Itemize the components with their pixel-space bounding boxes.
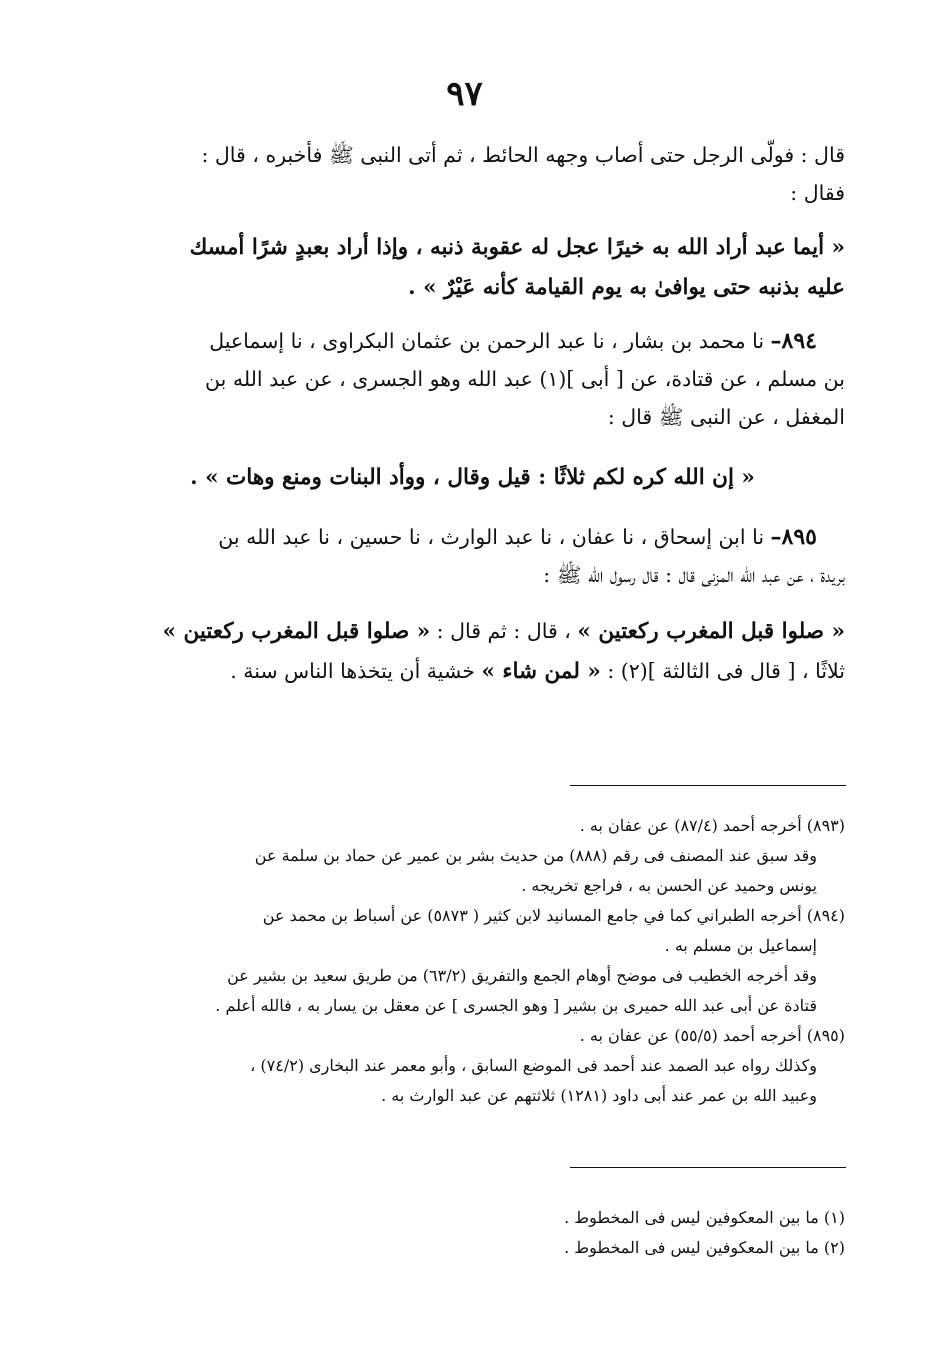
text-line: عليه بذنبه حتى يوافىٰ به يوم القيامة كأنه عَيْرٌ » . (408, 275, 845, 300)
page-number: ٩٧ (446, 74, 483, 114)
text-line: بن مسلم ، عن قتادة، عن [ أبى ](١) عبد الله وهو الجسرى ، عن عبد الله بن (205, 367, 845, 391)
text-line: ٨٩٤– نا محمد بن بشار ، نا عبد الرحمن بن عثمان البكراوى ، نا إسماعيل (209, 328, 817, 354)
hadith-number: ٨٩٥– (770, 524, 817, 550)
note-line: (١) ما بين المعكوفين ليس فى المخطوط . (564, 1208, 845, 1227)
footnote-divider (570, 785, 846, 786)
text-line: بريدة ، عن عبد الله المزنى قال : قال رسول الله ﷺ : (543, 563, 845, 587)
footnote-line: وقد سبق عند المصنف فى رقم (٨٨٨) من حديث بشر بن عمير عن حماد بن سلمة عن (254, 846, 817, 865)
footnote-line: يونس وحميد عن الحسن به ، فراجع تخريجه . (521, 876, 817, 895)
footnote-line: (٨٩٥) أخرجه أحمد (٥٥/٥) عن عفان به . (579, 1026, 845, 1045)
hadith-text (100, 228, 845, 308)
footnote-line: (٨٩٣) أخرجه أحمد (٨٧/٤) عن عفان به . (579, 816, 845, 835)
bracket-notes (100, 1203, 845, 1263)
text-line: ٨٩٥– نا ابن إسحاق ، نا عفان ، نا عبد الوارث ، نا حسين ، نا عبد الله بن (218, 524, 817, 550)
footnotes (100, 811, 845, 1111)
hadith-number: ٨٩٤– (770, 328, 817, 354)
note-divider (570, 1167, 846, 1168)
footnote-line: (٨٩٤) أخرجه الطبراني كما في جامع المسانيد لابن كثير ( ٥٨٧٣) عن أسباط بن محمد عن (262, 906, 845, 925)
hadith-894-isnad (100, 322, 845, 436)
hadith-895-isnad (100, 518, 845, 594)
footnote-line: قتادة عن أبى عبد الله حميرى بن بشير [ وهو الجسرى ] عن معقل بن يسار به ، فالله أعلم . (215, 996, 817, 1015)
footnote-line: وكذلك رواه عبد الصمد عند أحمد فى الموضع السابق ، وأبو معمر عند البخارى (٧٤/٢) ، (250, 1056, 817, 1075)
footnote-line: وقد أخرجه الخطيب فى موضح أوهام الجمع والتفريق (٦٣/٢) من طريق سعيد بن بشير عن (227, 966, 817, 985)
footnote-line: وعبيد الله بن عمر عند أبى داود (١٢٨١) ثلاثتهم عن عبد الوارث به . (381, 1086, 817, 1105)
narration-continuation (100, 136, 845, 212)
hadith-text (100, 612, 845, 692)
text-line: « أيما عبد أراد الله به خيرًا عجل له عقوبة ذنبه ، وإذا أراد بعبدٍ شرًا أمسك (189, 235, 845, 260)
text-line: « صلوا قبل المغرب ركعتين » ، قال : ثم قال : « صلوا قبل المغرب ركعتين » (162, 619, 845, 644)
text-line: ثلاثًا ، [ قال فى الثالثة ](٢) : « لمن شاء » خشية أن يتخذها الناس سنة . (230, 659, 845, 684)
footnote-line: إسماعيل بن مسلم به . (664, 936, 817, 955)
hadith-text (100, 458, 845, 498)
text-line: فقال : (790, 181, 845, 205)
text-line: قال : فولّى الرجل حتى أصاب وجهه الحائط ، ثم أتى النبى ﷺ فأخبره ، قال : (201, 143, 845, 167)
note-line: (٢) ما بين المعكوفين ليس فى المخطوط . (564, 1238, 845, 1257)
text-line: المغفل ، عن النبى ﷺ قال : (607, 405, 845, 429)
text-line: « إن الله كره لكم ثلاثًا : قيل وقال ، ووأد البنات ومنع وهات » . (190, 465, 755, 490)
